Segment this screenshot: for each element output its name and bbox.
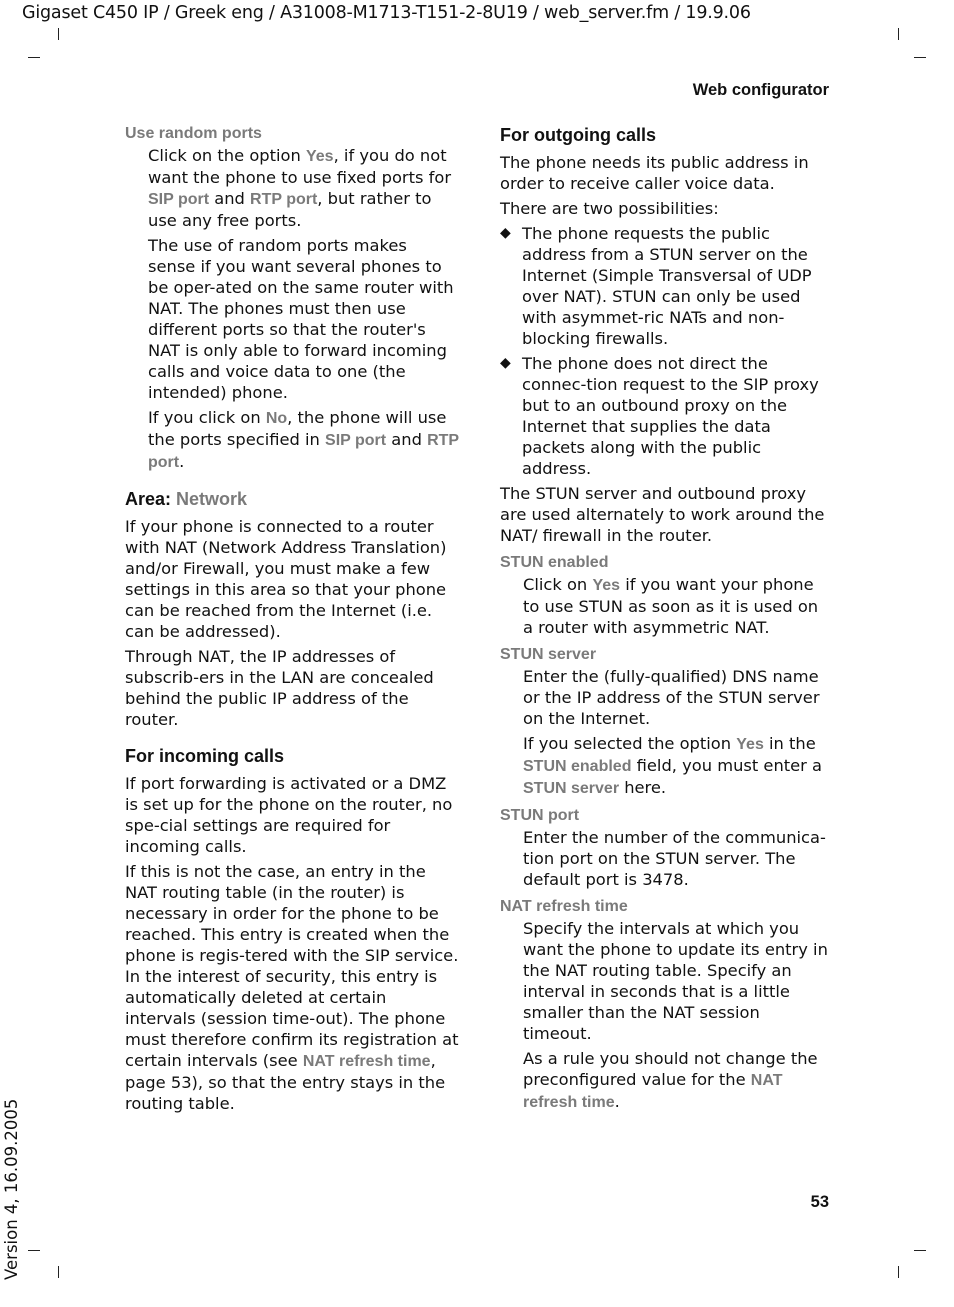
area-paragraph-1: If your phone is connected to a router with NAT (Network Address Translation) and/or Firewall, you must make a few settings in this area so that your phone can be reached from the Internet (i.e. can be addressed). [125, 517, 447, 641]
term-sip-port: SIP port [325, 432, 387, 449]
term-nat-refresh-time: NAT refresh time [523, 1072, 783, 1111]
outgoing-calls-heading: For outgoing calls [500, 125, 656, 145]
use-random-ports-paragraph-1: Click on the option Yes, if you do not want the phone to use fixed ports for SIP port and RTP port, but rather to use any free ports. [148, 146, 452, 230]
crop-mark-top-right-v [898, 28, 899, 40]
term-stun-enabled: STUN enabled [523, 758, 632, 775]
left-column [125, 123, 459, 1118]
list-item: ◆ The phone does not direct the connec-tion request to the SIP proxy but to an outbound proxy on the Internet that supplies the data packets along with the public address. [500, 354, 819, 478]
use-random-ports-label: Use random ports [125, 125, 262, 142]
stun-enabled-description: Click on Yes if you want your phone to use STUN as soon as it is used on a router with asymmetric NAT. [523, 575, 819, 637]
area-heading: Area: Network [125, 489, 248, 509]
area-name: Network [176, 489, 248, 509]
outgoing-calls-paragraph-2: There are two possibilities: [500, 199, 719, 218]
stun-enabled-label: STUN enabled [500, 554, 609, 571]
version-stamp: Version 4, 16.09.2005 [2, 1098, 21, 1280]
term-rtp-port: RTP port [148, 432, 459, 471]
stun-server-paragraph-1: Enter the (fully-qualified) DNS name or the IP address of the STUN server on the Internet. [523, 667, 820, 728]
incoming-calls-heading: For incoming calls [125, 746, 285, 766]
use-random-ports-paragraph-3: If you click on No, the phone will use the ports specified in SIP port and RTP port. [148, 408, 459, 471]
nat-refresh-time-paragraph-2: As a rule you should not change the preconfigured value for the NAT refresh time. [523, 1049, 818, 1111]
term-stun-server: STUN server [523, 780, 620, 797]
stun-server-label: STUN server [500, 646, 597, 663]
use-random-ports-paragraph-2: The use of random ports makes sense if you want several phones to be oper-ated on the same router with NAT. The phones must then use different ports so that the router's NAT is only able to forward incoming calls and voice data to one (the intended) phone. [148, 236, 454, 402]
term-nat-refresh-time: NAT refresh time [302, 1053, 431, 1070]
crop-mark-bottom-right-h [914, 1250, 926, 1251]
term-rtp-port: RTP port [250, 191, 318, 208]
area-paragraph-2: Through NAT, the IP addresses of subscrib-ers in the LAN are concealed behind the public IP address of the router. [125, 647, 434, 729]
outgoing-calls-paragraph-3: The STUN server and outbound proxy are used alternately to work around the NAT/ firewall in the router. [500, 484, 825, 545]
diamond-bullet-icon: ◆ [500, 355, 511, 371]
term-no: No [265, 410, 288, 427]
crop-mark-bottom-right-v [898, 1266, 899, 1278]
page-number: 53 [810, 1193, 829, 1211]
stun-port-description: Enter the number of the communica-tion port on the STUN server. The default port is 3478. [523, 828, 826, 889]
incoming-calls-paragraph-2: If this is not the case, an entry in the NAT routing table (in the router) is necessary in order for the phone to be reached. This entry is created when the phone is regis-tered with the SIP service. In the interest of security, this entry is automatically deleted at certain intervals (session time-out). The phone must therefore confirm its registration at certain intervals (see NAT refresh time, page 53), so that the entry stays in the routing table. [125, 862, 459, 1113]
term-yes: Yes [736, 736, 764, 753]
term-yes: Yes [592, 577, 621, 594]
stun-server-paragraph-2: If you selected the option Yes in the STUN enabled field, you must enter a STUN server here. [523, 734, 823, 797]
term-yes: Yes [305, 148, 334, 165]
diamond-bullet-icon: ◆ [500, 225, 511, 241]
nat-refresh-time-paragraph-1: Specify the intervals at which you want the phone to update its entry in the NAT routing table. Specify an interval in seconds that is a little smaller than the NAT session timeout. [523, 919, 828, 1043]
crop-mark-bottom-left-v [58, 1266, 59, 1278]
right-column [500, 123, 830, 1117]
document-info-header: Gigaset C450 IP / Greek eng / A31008-M1713-T151-2-8U19 / web_server.fm / 19.9.06 [22, 3, 751, 23]
list-item: ◆ The phone requests the public address from a STUN server on the Internet (Simple Transversal of UDP over NAT). STUN can only be used with asymmet-ric NATs and non-blocking firewalls. [500, 224, 812, 348]
section-title: Web configurator [692, 81, 829, 99]
crop-mark-top-left-v [58, 28, 59, 40]
crop-mark-top-left-h [28, 57, 40, 58]
crop-mark-top-right-h [914, 57, 926, 58]
crop-mark-bottom-left-h [28, 1250, 40, 1251]
outgoing-calls-paragraph-1: The phone needs its public address in order to receive caller voice data. [500, 153, 809, 193]
stun-port-label: STUN port [500, 807, 580, 824]
term-sip-port: SIP port [148, 191, 210, 208]
nat-refresh-time-label: NAT refresh time [500, 898, 628, 915]
incoming-calls-paragraph-1: If port forwarding is activated or a DMZ is set up for the phone on the router, no spe-cial settings are required for incoming calls. [125, 774, 453, 856]
